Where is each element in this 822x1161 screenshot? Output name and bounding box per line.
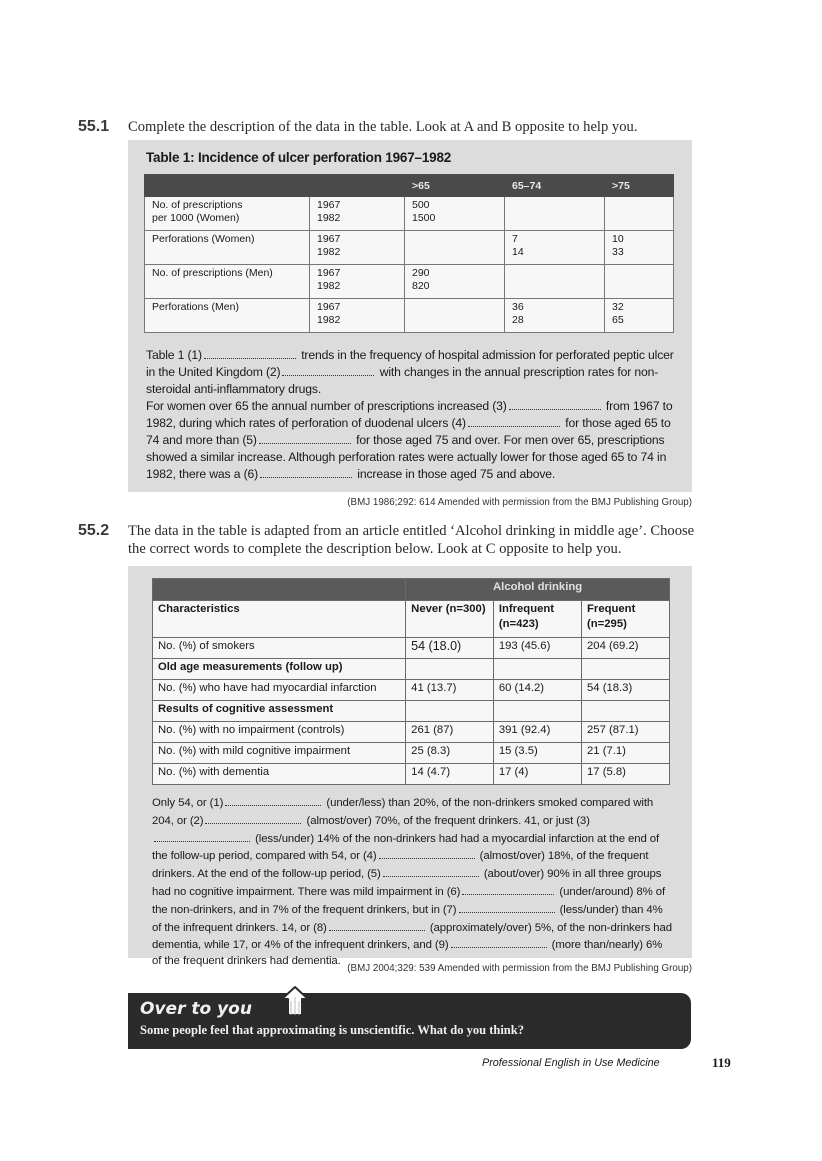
table-row	[153, 701, 670, 722]
data-cell	[582, 659, 670, 680]
data-cell: 193 (45.6)	[493, 638, 581, 659]
data-cell	[493, 659, 581, 680]
table-header-row	[153, 579, 670, 601]
hand-pointer-icon	[278, 985, 312, 1019]
data-cell: 54 (18.3)	[582, 680, 670, 701]
over-to-you-box	[128, 993, 691, 1049]
year-cell	[310, 231, 405, 265]
year: 1967	[317, 199, 341, 211]
answer-blank-3[interactable]	[509, 398, 601, 410]
exercise-panel-2	[128, 566, 692, 968]
year: 1982	[317, 246, 341, 258]
exercise-panel-1	[128, 140, 692, 492]
data-cell: 204 (69.2)	[582, 638, 670, 659]
data-cell: 54 (18.0)	[406, 638, 494, 659]
table-header-row	[145, 175, 674, 197]
answer-blank-6[interactable]	[462, 883, 554, 895]
data-cell	[405, 197, 505, 231]
column-header: Frequent (n=295)	[582, 601, 670, 638]
data-cell: 25 (8.3)	[406, 743, 494, 764]
answer-blank-7[interactable]	[459, 901, 555, 913]
page-number: 119	[712, 1055, 731, 1070]
table-row	[145, 231, 674, 265]
year: 1982	[317, 212, 341, 224]
answer-blank-8[interactable]	[329, 919, 425, 931]
description-2	[152, 794, 672, 970]
desc-text: trends in the frequency of hospital admission for perforated peptic ulcer in the United Kingdom (2)	[146, 348, 674, 379]
answer-blank-1[interactable]	[204, 347, 296, 359]
data-cell: 261 (87)	[406, 722, 494, 743]
row-label: No. (%) of smokers	[153, 638, 406, 659]
year: 1967	[317, 233, 341, 245]
value: 820	[412, 280, 430, 292]
alcohol-table	[152, 578, 670, 785]
row-label	[145, 299, 310, 333]
answer-blank-3[interactable]	[154, 830, 250, 842]
column-header: Characteristics	[153, 601, 406, 638]
year: 1982	[317, 280, 341, 292]
desc-text: increase in those aged 75 and above.	[357, 467, 556, 481]
section-instruction: Complete the description of the data in the table. Look at A and B opposite to help you.	[128, 119, 638, 135]
data-cell: 17 (5.8)	[582, 764, 670, 785]
desc-text: For women over 65 the annual number of prescriptions increased (3)	[146, 399, 507, 413]
data-cell: 391 (92.4)	[493, 722, 581, 743]
over-to-you-title: Over to you	[140, 999, 252, 1019]
desc-text: Only 54, or (1)	[152, 797, 224, 809]
data-cell	[505, 265, 605, 299]
answer-blank-2[interactable]	[205, 812, 301, 824]
year: 1967	[317, 267, 341, 279]
desc-text: for those aged 75 and over. For men over 65, prescriptions showed a similar increase. Although perforation rates were actually lower for those aged 65 to 74 in 1982, there was a (6)	[146, 433, 667, 481]
table-header-row	[153, 601, 670, 638]
table-header	[310, 175, 405, 197]
data-cell	[582, 701, 670, 722]
value: 28	[512, 314, 524, 326]
answer-blank-1[interactable]	[225, 794, 321, 806]
table-row	[153, 722, 670, 743]
table-title: Table 1: Incidence of ulcer perforation 1967–1982	[146, 150, 452, 165]
year-cell	[310, 265, 405, 299]
table-row	[153, 638, 670, 659]
table-header: 65–74	[505, 175, 605, 197]
data-cell: 17 (4)	[493, 764, 581, 785]
answer-blank-5[interactable]	[383, 865, 479, 877]
desc-text: (less/under) than 4% of the infrequent drinkers. 14, or (8)	[152, 903, 663, 934]
row-label	[145, 265, 310, 299]
row-label: No. (%) with mild cognitive impairment	[153, 743, 406, 764]
row-subheader: Old age measurements (follow up)	[153, 659, 406, 680]
data-cell: 41 (13.7)	[406, 680, 494, 701]
data-cell	[406, 659, 494, 680]
value: 36	[512, 301, 524, 313]
table-header: >65	[405, 175, 505, 197]
row-subheader: Results of cognitive assessment	[153, 701, 406, 722]
value: 32	[612, 301, 624, 313]
data-cell: 15 (3.5)	[493, 743, 581, 764]
table-header: >75	[605, 175, 674, 197]
data-cell: 257 (87.1)	[582, 722, 670, 743]
row-label: No. (%) with dementia	[153, 764, 406, 785]
value: 10	[612, 233, 624, 245]
desc-text: (under/around) 8% of the non-drinkers, and in 7% of the frequent drinkers, but in (7)	[152, 885, 666, 916]
desc-text: (almost/over) 18%, of the frequent drinkers. At the end of the follow-up period, (5)	[152, 850, 649, 881]
answer-blank-4[interactable]	[379, 847, 475, 859]
data-cell	[405, 231, 505, 265]
desc-text: (about/over) 90% in all three groups had no cognitive impairment. There was mild impairment in (6)	[152, 868, 662, 898]
data-cell: 21 (7.1)	[582, 743, 670, 764]
value: 290	[412, 267, 430, 279]
desc-text: for those aged 65 to 74 and more than (5)	[146, 416, 671, 447]
desc-text: Table 1 (1)	[146, 348, 202, 362]
book-title: Professional English in Use Medicine	[482, 1057, 660, 1069]
source-citation-2: (BMJ 2004;329: 539 Amended with permission from the BMJ Publishing Group)	[347, 963, 692, 974]
row-label-line: per 1000 (Women)	[152, 212, 240, 224]
data-cell	[605, 197, 674, 231]
desc-text: from 1967 to 1982, during which rates of perforation of duodenal ulcers (4)	[146, 399, 673, 430]
data-cell: 60 (14.2)	[493, 680, 581, 701]
desc-text: (more than/nearly) 6% of the frequent drinkers had dementia.	[152, 939, 663, 968]
answer-blank-9[interactable]	[451, 936, 547, 948]
desc-text: (approximately/over) 5%, of the non-drinkers had dementia, while 17, or 4% of the infrequent drinkers, and (9)	[152, 921, 672, 952]
data-cell	[406, 701, 494, 722]
row-label-line: Perforations (Men)	[152, 301, 239, 313]
table-row	[153, 659, 670, 680]
data-cell	[605, 231, 674, 265]
desc-text: with changes in the annual prescription rates for non-steroidal anti-inflammatory drugs.	[146, 365, 659, 396]
value: 14	[512, 246, 524, 258]
year: 1982	[317, 314, 341, 326]
table-row	[153, 764, 670, 785]
description-1	[146, 347, 676, 483]
data-cell	[405, 299, 505, 333]
table-header	[145, 175, 310, 197]
table-row	[145, 299, 674, 333]
row-label	[145, 197, 310, 231]
data-cell	[505, 231, 605, 265]
data-cell: 14 (4.7)	[406, 764, 494, 785]
section-number: 55.2	[78, 522, 110, 539]
year: 1967	[317, 301, 341, 313]
table-row	[153, 743, 670, 764]
group-header: Alcohol drinking	[406, 579, 670, 601]
answer-blank-6[interactable]	[260, 466, 352, 478]
year-cell	[310, 197, 405, 231]
desc-text: (under/less) than 20%, of the non-drinkers smoked compared with 204, or (2)	[152, 797, 654, 827]
discussion-question: Some people feel that approximating is unscientific. What do you think?	[140, 1023, 524, 1037]
desc-text: (less/under) 14% of the non-drinkers had had a myocardial infarction at the end of the follow-up period, compared with 54, or (4)	[152, 832, 660, 863]
answer-blank-4[interactable]	[468, 415, 560, 427]
desc-text: (almost/over) 70%, of the frequent drinkers. 41, or just (3)	[306, 814, 590, 827]
data-cell	[605, 299, 674, 333]
table-row	[153, 680, 670, 701]
table-row	[145, 197, 674, 231]
answer-blank-2[interactable]	[282, 364, 374, 376]
table-row	[145, 265, 674, 299]
data-cell	[605, 265, 674, 299]
value: 65	[612, 314, 624, 326]
data-cell	[505, 197, 605, 231]
value: 500	[412, 199, 430, 211]
data-cell	[505, 299, 605, 333]
section-instruction: The data in the table is adapted from an article entitled ‘Alcohol drinking in middle age’. Choose the correct words to complete the description below. Look at C opposite to help you.	[128, 523, 695, 557]
row-label-line: No. of prescriptions	[152, 199, 243, 211]
value: 7	[512, 233, 518, 245]
data-cell	[493, 701, 581, 722]
value: 1500	[412, 212, 436, 224]
value: 33	[612, 246, 624, 258]
ulcer-table	[144, 174, 674, 333]
column-header: Never (n=300)	[406, 601, 494, 638]
row-label-line: No. of prescriptions (Men)	[152, 267, 273, 279]
year-cell	[310, 299, 405, 333]
row-label: No. (%) who have had myocardial infarction	[153, 680, 406, 701]
row-label	[145, 231, 310, 265]
data-cell	[405, 265, 505, 299]
table-header-blank	[153, 579, 406, 601]
row-label-line: Perforations (Women)	[152, 233, 255, 245]
answer-blank-5[interactable]	[259, 432, 351, 444]
column-header: Infrequent (n=423)	[493, 601, 581, 638]
source-citation-1: (BMJ 1986;292: 614 Amended with permission from the BMJ Publishing Group)	[347, 497, 692, 508]
row-label: No. (%) with no impairment (controls)	[153, 722, 406, 743]
section-number: 55.1	[78, 118, 110, 135]
